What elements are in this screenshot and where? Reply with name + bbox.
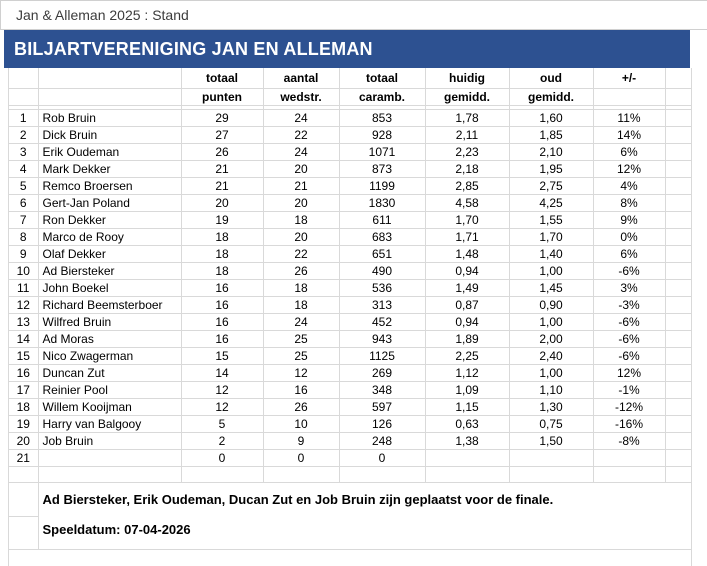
aantal-wedstr-value: 18 xyxy=(263,297,339,314)
row-position: 3 xyxy=(9,144,38,161)
oud-gemidd-value: 1,00 xyxy=(509,314,593,331)
table-row xyxy=(9,178,691,195)
tab-strip xyxy=(0,0,707,30)
spreadsheet xyxy=(4,30,690,566)
bottom-strip xyxy=(9,550,691,562)
plusmin-value: 9% xyxy=(593,212,665,229)
empty-cell xyxy=(665,399,691,416)
empty-cell xyxy=(665,178,691,195)
header-blank-cell xyxy=(38,68,181,89)
plusmin-value: -12% xyxy=(593,399,665,416)
empty-cell xyxy=(665,365,691,382)
oud-gemidd-value: 1,70 xyxy=(509,229,593,246)
oud-gemidd-value: 1,00 xyxy=(509,365,593,382)
oud-gemidd-value: 2,40 xyxy=(509,348,593,365)
totaal-punten-value: 29 xyxy=(181,110,263,127)
empty-cell xyxy=(665,110,691,127)
totaal-punten-value: 12 xyxy=(181,399,263,416)
totaal-punten-value: 5 xyxy=(181,416,263,433)
aantal-wedstr-value: 16 xyxy=(263,382,339,399)
aantal-wedstr-value: 22 xyxy=(263,246,339,263)
header-blank-cell xyxy=(9,89,38,106)
row-position: 12 xyxy=(9,297,38,314)
aantal-wedstr-value: 24 xyxy=(263,144,339,161)
table-row xyxy=(9,195,691,212)
aantal-wedstr-value: 22 xyxy=(263,127,339,144)
col-header-punten: punten xyxy=(181,89,263,106)
plusmin-value: 0% xyxy=(593,229,665,246)
table-row xyxy=(9,161,691,178)
standings-body xyxy=(9,110,691,467)
totaal-punten-value: 2 xyxy=(181,433,263,450)
plusmin-value: -1% xyxy=(593,382,665,399)
col-header-plusmin: +/- xyxy=(593,68,665,89)
table-row xyxy=(9,416,691,433)
plusmin-value: -8% xyxy=(593,433,665,450)
empty-cell xyxy=(665,144,691,161)
row-position: 11 xyxy=(9,280,38,297)
oud-gemidd-value: 2,00 xyxy=(509,331,593,348)
plusmin-value: 8% xyxy=(593,195,665,212)
player-name: Willem Kooijman xyxy=(38,399,181,416)
totaal-punten-value: 16 xyxy=(181,331,263,348)
empty-row xyxy=(9,467,691,483)
standings-table xyxy=(9,68,691,550)
row-position: 4 xyxy=(9,161,38,178)
totaal-caramb-value: 126 xyxy=(339,416,425,433)
header-blank-cell xyxy=(665,89,691,106)
totaal-caramb-value: 348 xyxy=(339,382,425,399)
header-blank-cell xyxy=(665,68,691,89)
empty-cell xyxy=(665,246,691,263)
header-row-1 xyxy=(9,68,691,89)
plusmin-value: -16% xyxy=(593,416,665,433)
row-position: 8 xyxy=(9,229,38,246)
aantal-wedstr-value: 18 xyxy=(263,280,339,297)
player-name: Richard Beemsterboer xyxy=(38,297,181,314)
totaal-punten-value: 20 xyxy=(181,195,263,212)
aantal-wedstr-value: 24 xyxy=(263,314,339,331)
aantal-wedstr-value: 21 xyxy=(263,178,339,195)
aantal-wedstr-value: 20 xyxy=(263,195,339,212)
totaal-caramb-value: 928 xyxy=(339,127,425,144)
player-name: John Boekel xyxy=(38,280,181,297)
empty-cell xyxy=(665,229,691,246)
plusmin-value xyxy=(593,450,665,467)
huidig-gemidd-value: 4,58 xyxy=(425,195,509,212)
aantal-wedstr-value: 0 xyxy=(263,450,339,467)
totaal-caramb-value: 1199 xyxy=(339,178,425,195)
aantal-wedstr-value: 20 xyxy=(263,229,339,246)
huidig-gemidd-value: 0,94 xyxy=(425,314,509,331)
table-row xyxy=(9,331,691,348)
oud-gemidd-value: 1,95 xyxy=(509,161,593,178)
huidig-gemidd-value: 0,63 xyxy=(425,416,509,433)
totaal-caramb-value: 943 xyxy=(339,331,425,348)
plusmin-value: -6% xyxy=(593,331,665,348)
plusmin-value: -3% xyxy=(593,297,665,314)
huidig-gemidd-value: 2,25 xyxy=(425,348,509,365)
oud-gemidd-value: 1,45 xyxy=(509,280,593,297)
row-position: 21 xyxy=(9,450,38,467)
table-row xyxy=(9,144,691,161)
totaal-punten-value: 21 xyxy=(181,178,263,195)
plusmin-value: 3% xyxy=(593,280,665,297)
empty-cell xyxy=(665,314,691,331)
speeldatum-text: Speeldatum: 07-04-2026 xyxy=(38,517,691,550)
totaal-punten-value: 16 xyxy=(181,297,263,314)
totaal-punten-value: 18 xyxy=(181,246,263,263)
row-position: 16 xyxy=(9,365,38,382)
player-name: Ad Biersteker xyxy=(38,263,181,280)
huidig-gemidd-value: 1,09 xyxy=(425,382,509,399)
totaal-punten-value: 18 xyxy=(181,229,263,246)
huidig-gemidd-value: 1,49 xyxy=(425,280,509,297)
plusmin-value: 4% xyxy=(593,178,665,195)
empty-cell xyxy=(665,331,691,348)
player-name: Rob Bruin xyxy=(38,110,181,127)
row-position: 17 xyxy=(9,382,38,399)
player-name: Gert-Jan Poland xyxy=(38,195,181,212)
col-header-oud: oud xyxy=(509,68,593,89)
totaal-caramb-value: 611 xyxy=(339,212,425,229)
aantal-wedstr-value: 10 xyxy=(263,416,339,433)
col-header-totaal: totaal xyxy=(181,68,263,89)
sheet-tab[interactable] xyxy=(1,1,189,29)
huidig-gemidd-value: 0,94 xyxy=(425,263,509,280)
aantal-wedstr-value: 20 xyxy=(263,161,339,178)
player-name: Erik Oudeman xyxy=(38,144,181,161)
plusmin-value: 6% xyxy=(593,246,665,263)
table-row xyxy=(9,399,691,416)
aantal-wedstr-value: 25 xyxy=(263,331,339,348)
player-name: Nico Zwagerman xyxy=(38,348,181,365)
totaal-caramb-value: 873 xyxy=(339,161,425,178)
header-row-2 xyxy=(9,89,691,106)
empty-cell xyxy=(665,263,691,280)
player-name: Wilfred Bruin xyxy=(38,314,181,331)
totaal-caramb-value: 651 xyxy=(339,246,425,263)
empty-cell xyxy=(665,433,691,450)
player-name xyxy=(38,450,181,467)
row-position: 18 xyxy=(9,399,38,416)
totaal-punten-value: 16 xyxy=(181,314,263,331)
oud-gemidd-value: 1,60 xyxy=(509,110,593,127)
empty-cell xyxy=(665,297,691,314)
table-row xyxy=(9,280,691,297)
oud-gemidd-value: 2,75 xyxy=(509,178,593,195)
row-position: 2 xyxy=(9,127,38,144)
note-row xyxy=(9,483,691,517)
totaal-punten-value: 16 xyxy=(181,280,263,297)
aantal-wedstr-value: 24 xyxy=(263,110,339,127)
totaal-caramb-value: 313 xyxy=(339,297,425,314)
totaal-punten-value: 0 xyxy=(181,450,263,467)
oud-gemidd-value: 0,75 xyxy=(509,416,593,433)
table-row xyxy=(9,297,691,314)
oud-gemidd-value: 1,40 xyxy=(509,246,593,263)
empty-cell xyxy=(665,195,691,212)
totaal-punten-value: 21 xyxy=(181,161,263,178)
table-row xyxy=(9,212,691,229)
aantal-wedstr-value: 26 xyxy=(263,263,339,280)
table-row xyxy=(9,110,691,127)
col-header-gemidd-huidig: gemidd. xyxy=(425,89,509,106)
plusmin-value: 11% xyxy=(593,110,665,127)
table-row xyxy=(9,348,691,365)
table-row xyxy=(9,450,691,467)
totaal-caramb-value: 248 xyxy=(339,433,425,450)
table-row xyxy=(9,314,691,331)
oud-gemidd-value: 1,85 xyxy=(509,127,593,144)
huidig-gemidd-value: 1,38 xyxy=(425,433,509,450)
row-position: 1 xyxy=(9,110,38,127)
totaal-punten-value: 15 xyxy=(181,348,263,365)
table-row xyxy=(9,263,691,280)
table-row xyxy=(9,127,691,144)
totaal-caramb-value: 597 xyxy=(339,399,425,416)
row-position: 15 xyxy=(9,348,38,365)
totaal-caramb-value: 490 xyxy=(339,263,425,280)
totaal-caramb-value: 0 xyxy=(339,450,425,467)
col-header-caramb: caramb. xyxy=(339,89,425,106)
totaal-caramb-value: 536 xyxy=(339,280,425,297)
plusmin-value: -6% xyxy=(593,314,665,331)
totaal-caramb-value: 683 xyxy=(339,229,425,246)
plusmin-value: 12% xyxy=(593,161,665,178)
player-name: Ron Dekker xyxy=(38,212,181,229)
player-name: Mark Dekker xyxy=(38,161,181,178)
row-position: 9 xyxy=(9,246,38,263)
player-name: Marco de Rooy xyxy=(38,229,181,246)
aantal-wedstr-value: 26 xyxy=(263,399,339,416)
sheet-tab-label: Jan & Alleman 2025 : Stand xyxy=(16,7,189,23)
player-name: Olaf Dekker xyxy=(38,246,181,263)
table-row xyxy=(9,365,691,382)
title-bar xyxy=(4,30,690,68)
totaal-caramb-value: 269 xyxy=(339,365,425,382)
totaal-punten-value: 14 xyxy=(181,365,263,382)
plusmin-value: 14% xyxy=(593,127,665,144)
col-header-gemidd-oud: gemidd. xyxy=(509,89,593,106)
huidig-gemidd-value: 1,71 xyxy=(425,229,509,246)
huidig-gemidd-value: 1,89 xyxy=(425,331,509,348)
row-position: 19 xyxy=(9,416,38,433)
totaal-punten-value: 19 xyxy=(181,212,263,229)
table-row xyxy=(9,229,691,246)
huidig-gemidd-value: 2,23 xyxy=(425,144,509,161)
aantal-wedstr-value: 9 xyxy=(263,433,339,450)
table-row xyxy=(9,382,691,399)
row-position: 20 xyxy=(9,433,38,450)
huidig-gemidd-value xyxy=(425,450,509,467)
aantal-wedstr-value: 18 xyxy=(263,212,339,229)
huidig-gemidd-value: 1,78 xyxy=(425,110,509,127)
row-position: 7 xyxy=(9,212,38,229)
oud-gemidd-value: 0,90 xyxy=(509,297,593,314)
header-blank-cell xyxy=(593,89,665,106)
oud-gemidd-value: 1,55 xyxy=(509,212,593,229)
totaal-punten-value: 18 xyxy=(181,263,263,280)
empty-cell xyxy=(665,161,691,178)
player-name: Duncan Zut xyxy=(38,365,181,382)
totaal-caramb-value: 452 xyxy=(339,314,425,331)
note-row-number-cell xyxy=(9,483,38,517)
aantal-wedstr-value: 12 xyxy=(263,365,339,382)
header-blank-cell xyxy=(9,68,38,89)
oud-gemidd-value: 1,50 xyxy=(509,433,593,450)
page-title: BILJARTVERENIGING JAN EN ALLEMAN xyxy=(14,38,373,59)
plusmin-value: 6% xyxy=(593,144,665,161)
oud-gemidd-value: 2,10 xyxy=(509,144,593,161)
totaal-caramb-value: 853 xyxy=(339,110,425,127)
empty-cell xyxy=(665,450,691,467)
col-header-totaal-caramb: totaal xyxy=(339,68,425,89)
header-blank-cell xyxy=(38,89,181,106)
totaal-caramb-value: 1125 xyxy=(339,348,425,365)
oud-gemidd-value: 1,10 xyxy=(509,382,593,399)
oud-gemidd-value: 4,25 xyxy=(509,195,593,212)
oud-gemidd-value: 1,00 xyxy=(509,263,593,280)
player-name: Harry van Balgooy xyxy=(38,416,181,433)
row-position: 13 xyxy=(9,314,38,331)
huidig-gemidd-value: 0,87 xyxy=(425,297,509,314)
huidig-gemidd-value: 1,12 xyxy=(425,365,509,382)
totaal-punten-value: 26 xyxy=(181,144,263,161)
player-name: Ad Moras xyxy=(38,331,181,348)
speeldatum-row xyxy=(9,517,691,550)
huidig-gemidd-value: 1,48 xyxy=(425,246,509,263)
empty-cell xyxy=(665,212,691,229)
col-header-huidig: huidig xyxy=(425,68,509,89)
totaal-caramb-value: 1071 xyxy=(339,144,425,161)
row-position: 14 xyxy=(9,331,38,348)
huidig-gemidd-value: 1,15 xyxy=(425,399,509,416)
plusmin-value: 12% xyxy=(593,365,665,382)
player-name: Job Bruin xyxy=(38,433,181,450)
plusmin-value: -6% xyxy=(593,348,665,365)
plusmin-value: -6% xyxy=(593,263,665,280)
row-position: 6 xyxy=(9,195,38,212)
player-name: Remco Broersen xyxy=(38,178,181,195)
table-row xyxy=(9,433,691,450)
huidig-gemidd-value: 2,85 xyxy=(425,178,509,195)
oud-gemidd-value xyxy=(509,450,593,467)
huidig-gemidd-value: 2,11 xyxy=(425,127,509,144)
empty-cell xyxy=(665,280,691,297)
oud-gemidd-value: 1,30 xyxy=(509,399,593,416)
grid-area xyxy=(8,68,692,566)
col-header-aantal: aantal xyxy=(263,68,339,89)
huidig-gemidd-value: 2,18 xyxy=(425,161,509,178)
empty-cell xyxy=(665,382,691,399)
totaal-caramb-value: 1830 xyxy=(339,195,425,212)
totaal-punten-value: 12 xyxy=(181,382,263,399)
empty-cell xyxy=(665,416,691,433)
row-position: 5 xyxy=(9,178,38,195)
totaal-punten-value: 27 xyxy=(181,127,263,144)
table-row xyxy=(9,246,691,263)
huidig-gemidd-value: 1,70 xyxy=(425,212,509,229)
speeldatum-row-number-cell xyxy=(9,517,38,550)
player-name: Dick Bruin xyxy=(38,127,181,144)
empty-cell xyxy=(665,127,691,144)
player-name: Reinier Pool xyxy=(38,382,181,399)
col-header-wedstr: wedstr. xyxy=(263,89,339,106)
finale-note: Ad Biersteker, Erik Oudeman, Ducan Zut en Job Bruin zijn geplaatst voor de finale. xyxy=(42,491,554,507)
row-position: 10 xyxy=(9,263,38,280)
empty-cell xyxy=(665,348,691,365)
aantal-wedstr-value: 25 xyxy=(263,348,339,365)
